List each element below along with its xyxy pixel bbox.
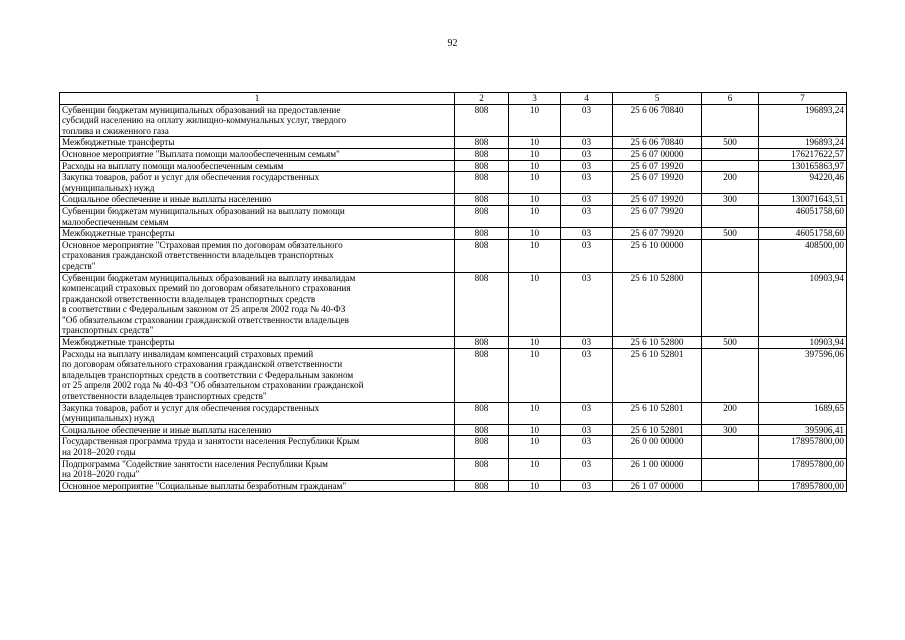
description-cell: Субвенции бюджетам муниципальных образований на предоставление субсидий населению на оплату жилищно-коммунальных услуг, твердого топлива и сжиженного газа	[60, 104, 455, 137]
table-row	[60, 424, 847, 436]
subsection-cell: 03	[561, 436, 613, 458]
expense-type-cell	[702, 160, 759, 172]
target-article-cell: 25 6 07 00000	[613, 148, 702, 160]
table-row	[60, 172, 847, 194]
admin-code-cell: 808	[455, 228, 509, 240]
expense-type-cell	[702, 348, 759, 402]
amount-cell: 10903,94	[759, 272, 847, 337]
description-cell: Подпрограмма "Содействие занятости населения Республики Крым на 2018–2020 годы"	[60, 458, 455, 480]
subsection-cell: 03	[561, 348, 613, 402]
table-row	[60, 480, 847, 492]
admin-code-cell: 808	[455, 402, 509, 424]
amount-cell: 130071643,51	[759, 194, 847, 206]
expense-type-cell	[702, 436, 759, 458]
target-article-cell: 25 6 07 19920	[613, 172, 702, 194]
admin-code-cell: 808	[455, 436, 509, 458]
table-header-row	[60, 93, 847, 105]
target-article-cell: 25 6 10 52801	[613, 348, 702, 402]
table-row	[60, 104, 847, 137]
admin-code-cell: 808	[455, 348, 509, 402]
expense-type-cell: 300	[702, 194, 759, 206]
description-cell: Основное мероприятие "Страховая премия по договорам обязательного страхования гражданской ответственности владельцев транспортных средств"	[60, 239, 455, 272]
amount-cell: 178957800,00	[759, 480, 847, 492]
expense-type-cell: 300	[702, 424, 759, 436]
amount-cell: 1689,65	[759, 402, 847, 424]
amount-cell: 397596,06	[759, 348, 847, 402]
target-article-cell: 25 6 10 00000	[613, 239, 702, 272]
target-article-cell: 25 6 10 52800	[613, 337, 702, 349]
description-cell: Государственная программа труда и занятости населения Республики Крым на 2018–2020 годы	[60, 436, 455, 458]
expense-type-cell	[702, 272, 759, 337]
table-row	[60, 348, 847, 402]
expense-type-cell: 200	[702, 172, 759, 194]
expense-type-cell: 500	[702, 228, 759, 240]
section-cell: 10	[509, 402, 561, 424]
header-cell: 2	[455, 93, 509, 105]
target-article-cell: 25 6 10 52801	[613, 402, 702, 424]
target-article-cell: 26 1 07 00000	[613, 480, 702, 492]
amount-cell: 46051758,60	[759, 228, 847, 240]
table-row	[60, 458, 847, 480]
subsection-cell: 03	[561, 194, 613, 206]
target-article-cell: 25 6 07 79920	[613, 205, 702, 227]
subsection-cell: 03	[561, 228, 613, 240]
table-row	[60, 228, 847, 240]
table-row	[60, 194, 847, 206]
admin-code-cell: 808	[455, 194, 509, 206]
admin-code-cell: 808	[455, 272, 509, 337]
subsection-cell: 03	[561, 239, 613, 272]
table-row	[60, 239, 847, 272]
target-article-cell: 25 6 10 52801	[613, 424, 702, 436]
subsection-cell: 03	[561, 402, 613, 424]
section-cell: 10	[509, 458, 561, 480]
target-article-cell: 26 0 00 00000	[613, 436, 702, 458]
budget-table	[59, 92, 847, 492]
description-cell: Закупка товаров, работ и услуг для обеспечения государственных (муниципальных) нужд	[60, 172, 455, 194]
table-row	[60, 148, 847, 160]
table-row	[60, 137, 847, 149]
amount-cell: 395906,41	[759, 424, 847, 436]
subsection-cell: 03	[561, 480, 613, 492]
subsection-cell: 03	[561, 272, 613, 337]
amount-cell: 178957800,00	[759, 436, 847, 458]
table-body	[60, 104, 847, 492]
subsection-cell: 03	[561, 205, 613, 227]
table-row	[60, 205, 847, 227]
admin-code-cell: 808	[455, 205, 509, 227]
table-row	[60, 272, 847, 337]
subsection-cell: 03	[561, 137, 613, 149]
header-cell: 7	[759, 93, 847, 105]
section-cell: 10	[509, 239, 561, 272]
description-cell: Межбюджетные трансферты	[60, 337, 455, 349]
target-article-cell: 26 1 00 00000	[613, 458, 702, 480]
header-cell: 4	[561, 93, 613, 105]
subsection-cell: 03	[561, 148, 613, 160]
description-cell: Субвенции бюджетам муниципальных образований на выплату инвалидам компенсаций страховых премий по договорам обязательного страхования гражданской ответственности владельцев транспортных средств в соответствии с Федеральным законом от 25 апреля 2002 года № 40-ФЗ "Об обязательном страховании гражданской ответственности владельцев транспортных средств"	[60, 272, 455, 337]
admin-code-cell: 808	[455, 480, 509, 492]
amount-cell: 408500,00	[759, 239, 847, 272]
section-cell: 10	[509, 337, 561, 349]
section-cell: 10	[509, 436, 561, 458]
description-cell: Основное мероприятие "Социальные выплаты безработным гражданам"	[60, 480, 455, 492]
description-cell: Основное мероприятие "Выплата помощи малообеспеченным семьям"	[60, 148, 455, 160]
table-row	[60, 402, 847, 424]
subsection-cell: 03	[561, 104, 613, 137]
section-cell: 10	[509, 272, 561, 337]
admin-code-cell: 808	[455, 458, 509, 480]
expense-type-cell: 200	[702, 402, 759, 424]
description-cell: Межбюджетные трансферты	[60, 137, 455, 149]
description-cell: Социальное обеспечение и иные выплаты населению	[60, 424, 455, 436]
section-cell: 10	[509, 205, 561, 227]
subsection-cell: 03	[561, 337, 613, 349]
table-row	[60, 160, 847, 172]
section-cell: 10	[509, 348, 561, 402]
admin-code-cell: 808	[455, 337, 509, 349]
table-row	[60, 436, 847, 458]
page-number: 92	[447, 38, 458, 49]
description-cell: Социальное обеспечение и иные выплаты населению	[60, 194, 455, 206]
expense-type-cell	[702, 205, 759, 227]
section-cell: 10	[509, 148, 561, 160]
section-cell: 10	[509, 194, 561, 206]
description-cell: Закупка товаров, работ и услуг для обеспечения государственных (муниципальных) нужд	[60, 402, 455, 424]
target-article-cell: 25 6 10 52800	[613, 272, 702, 337]
target-article-cell: 25 6 06 70840	[613, 104, 702, 137]
expense-type-cell	[702, 480, 759, 492]
header-cell: 1	[60, 93, 455, 105]
admin-code-cell: 808	[455, 424, 509, 436]
section-cell: 10	[509, 228, 561, 240]
section-cell: 10	[509, 424, 561, 436]
amount-cell: 176217622,57	[759, 148, 847, 160]
admin-code-cell: 808	[455, 104, 509, 137]
subsection-cell: 03	[561, 172, 613, 194]
subsection-cell: 03	[561, 458, 613, 480]
header-cell: 5	[613, 93, 702, 105]
subsection-cell: 03	[561, 424, 613, 436]
expense-type-cell	[702, 148, 759, 160]
expense-type-cell: 500	[702, 137, 759, 149]
admin-code-cell: 808	[455, 239, 509, 272]
admin-code-cell: 808	[455, 148, 509, 160]
description-cell: Межбюджетные трансферты	[60, 228, 455, 240]
amount-cell: 130165863,97	[759, 160, 847, 172]
target-article-cell: 25 6 07 19920	[613, 160, 702, 172]
admin-code-cell: 808	[455, 137, 509, 149]
target-article-cell: 25 6 06 70840	[613, 137, 702, 149]
section-cell: 10	[509, 137, 561, 149]
section-cell: 10	[509, 160, 561, 172]
amount-cell: 10903,94	[759, 337, 847, 349]
header-cell: 6	[702, 93, 759, 105]
expense-type-cell	[702, 104, 759, 137]
amount-cell: 178957800,00	[759, 458, 847, 480]
header-cell: 3	[509, 93, 561, 105]
description-cell: Расходы на выплату инвалидам компенсаций страховых премий по договорам обязательного страхования гражданской ответственности владельцев транспортных средств в соответствии с Федеральным законом от 25 апреля 2002 года № 40-ФЗ "Об обязательном страховании гражданской ответственности владельцев транспортных средств"	[60, 348, 455, 402]
expense-type-cell	[702, 458, 759, 480]
expense-type-cell: 500	[702, 337, 759, 349]
expense-type-cell	[702, 239, 759, 272]
admin-code-cell: 808	[455, 172, 509, 194]
table-row	[60, 337, 847, 349]
amount-cell: 94220,46	[759, 172, 847, 194]
amount-cell: 196893,24	[759, 137, 847, 149]
amount-cell: 46051758,60	[759, 205, 847, 227]
section-cell: 10	[509, 172, 561, 194]
target-article-cell: 25 6 07 19920	[613, 194, 702, 206]
subsection-cell: 03	[561, 160, 613, 172]
section-cell: 10	[509, 104, 561, 137]
description-cell: Расходы на выплату помощи малообеспеченным семьям	[60, 160, 455, 172]
target-article-cell: 25 6 07 79920	[613, 228, 702, 240]
admin-code-cell: 808	[455, 160, 509, 172]
amount-cell: 196893,24	[759, 104, 847, 137]
description-cell: Субвенции бюджетам муниципальных образований на выплату помощи малообеспеченным семьям	[60, 205, 455, 227]
section-cell: 10	[509, 480, 561, 492]
